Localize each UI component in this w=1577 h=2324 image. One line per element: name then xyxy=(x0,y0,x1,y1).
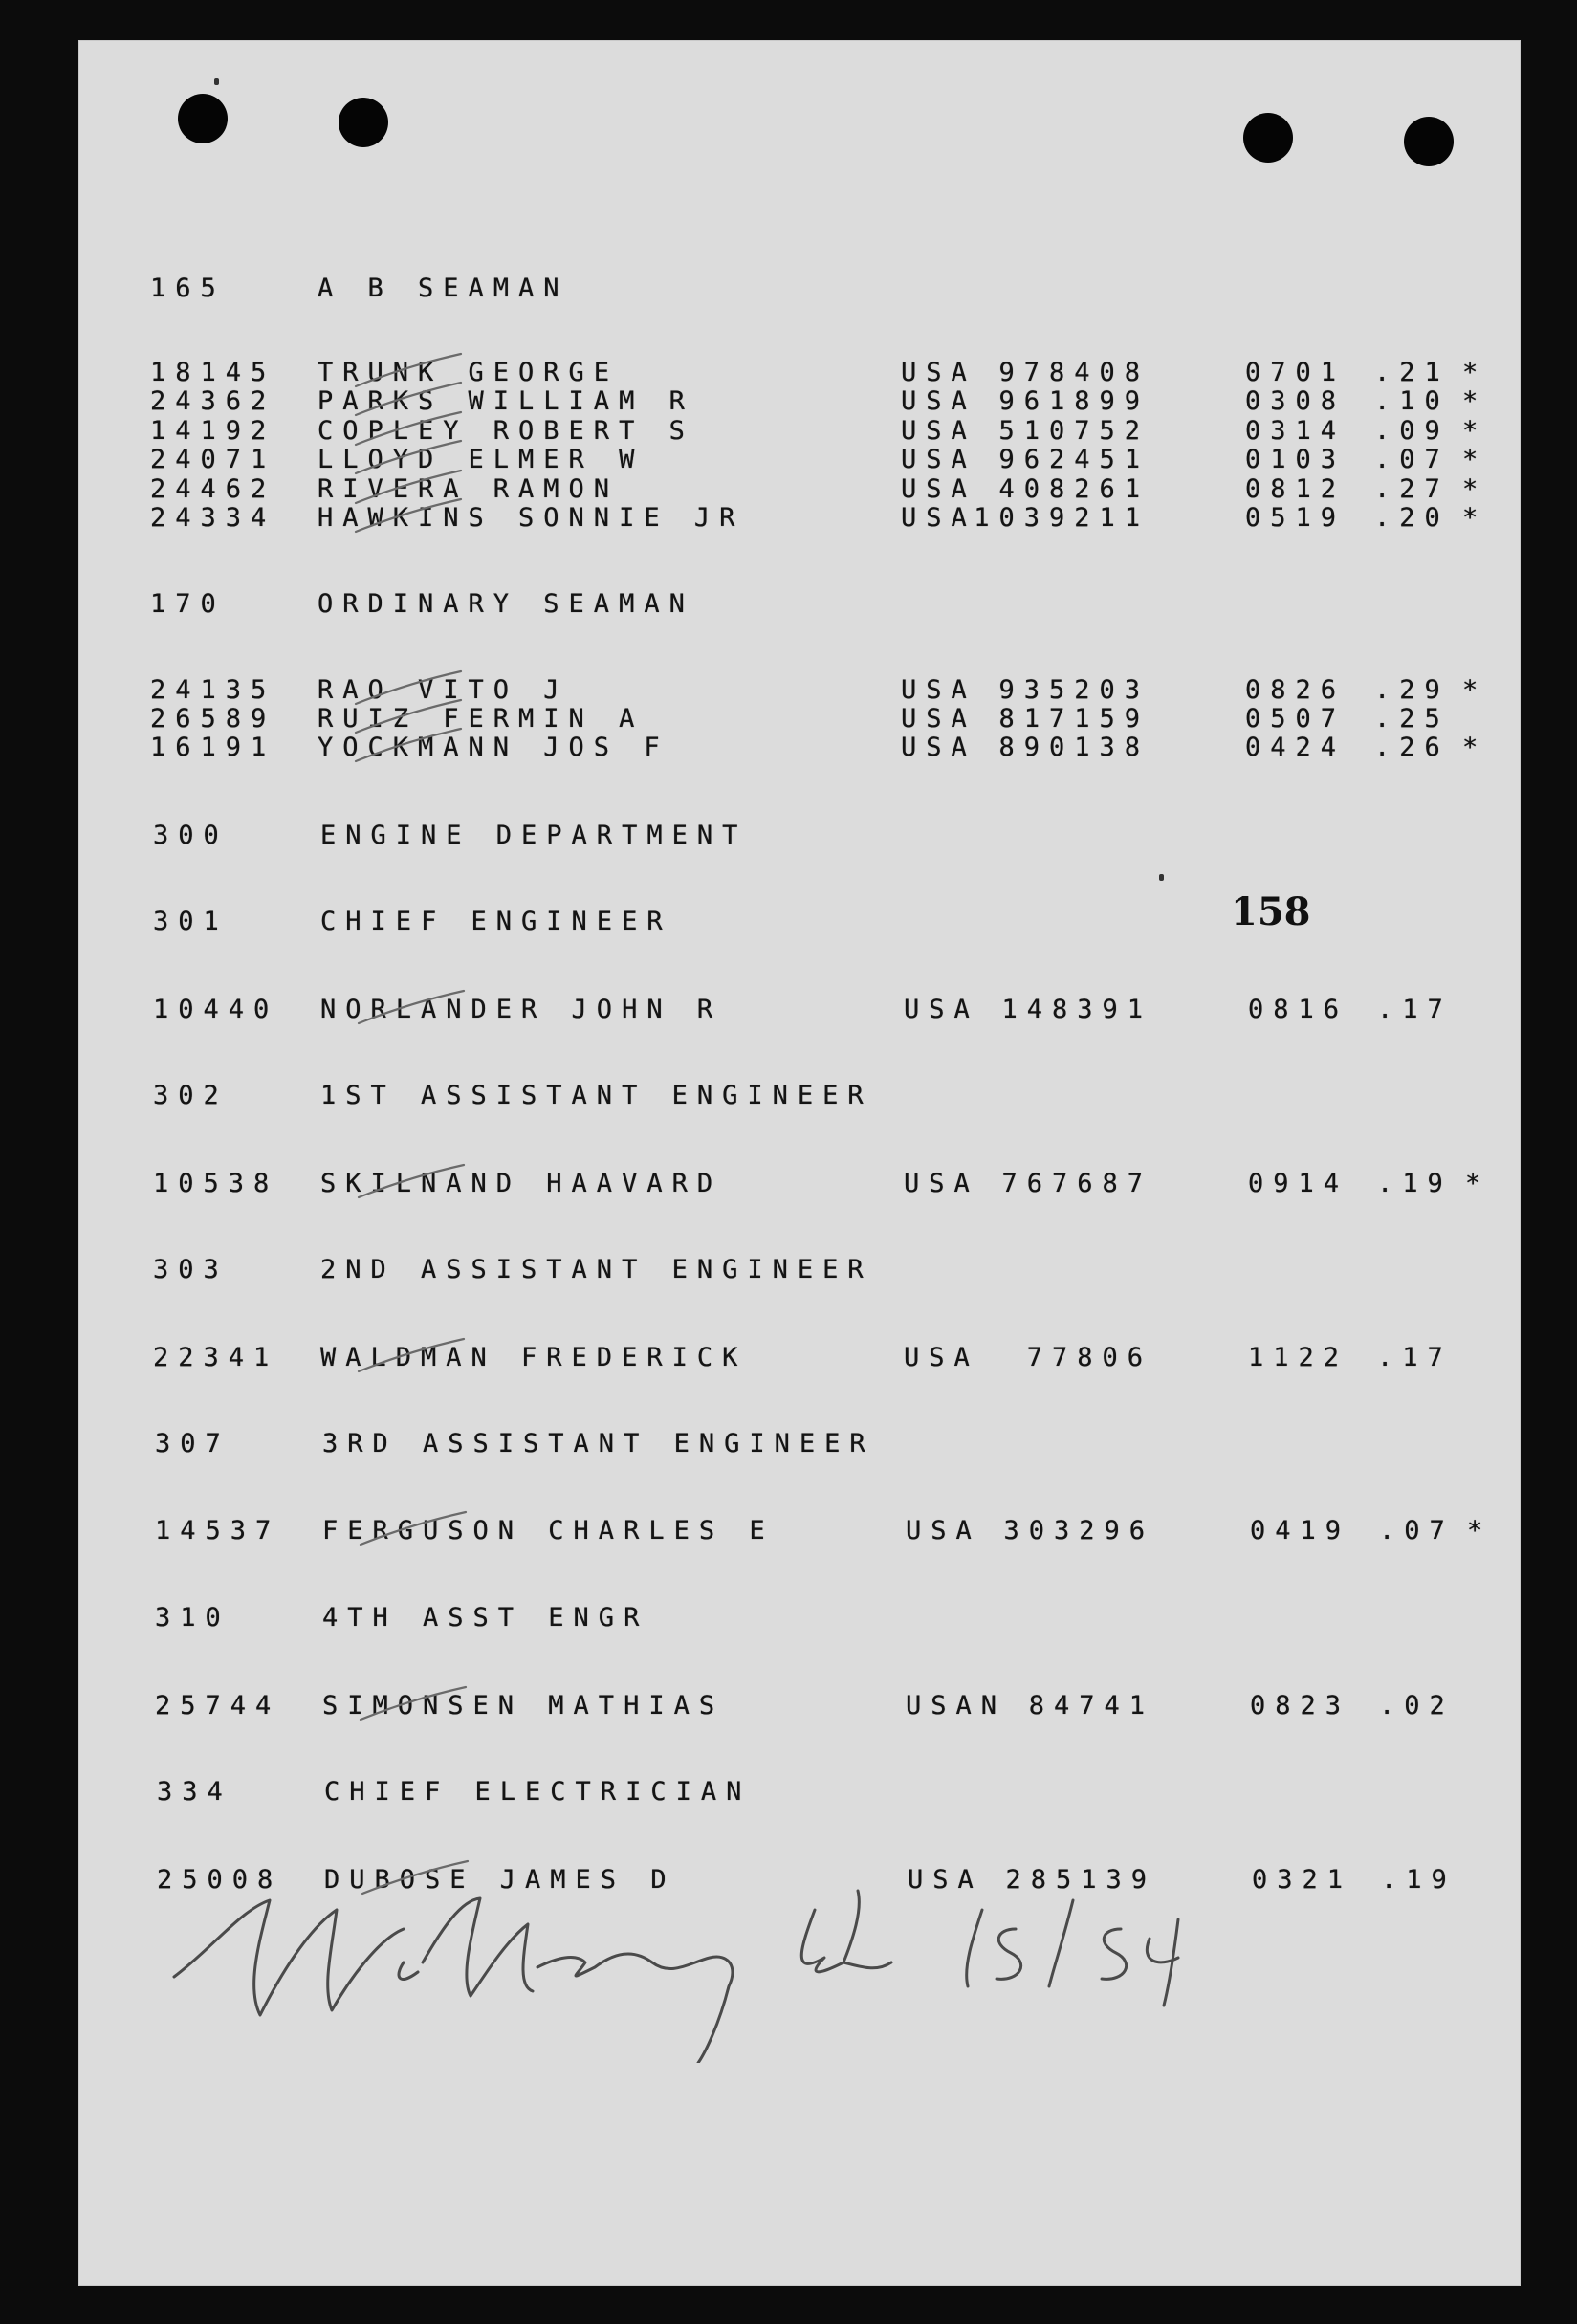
book-number: 24462 xyxy=(150,474,276,504)
crew-name: SKILNAND HAAVARD xyxy=(320,1169,723,1198)
section-title: 2ND ASSISTANT ENGINEER xyxy=(320,1255,873,1284)
crew-name: RAO VITO J xyxy=(318,675,569,705)
book-number: 18145 xyxy=(150,358,276,387)
date-code: 0424 xyxy=(1245,733,1347,762)
rate-value: .07 xyxy=(1374,445,1450,474)
crew-name: LLOYD ELMER W xyxy=(318,445,645,474)
citizenship: USA xyxy=(901,503,976,533)
rate-value: .19 xyxy=(1381,1865,1457,1895)
certificate-number: 978408 xyxy=(998,358,1150,387)
date-code: 0823 xyxy=(1250,1691,1351,1721)
rate-value: .17 xyxy=(1377,1343,1453,1372)
citizenship: USA xyxy=(901,445,976,474)
section-code: 302 xyxy=(153,1081,229,1110)
asterisk-mark: * xyxy=(1462,675,1478,705)
date-code: 0701 xyxy=(1245,358,1347,387)
citizenship: USA xyxy=(906,1516,981,1546)
date-code: 0914 xyxy=(1248,1169,1349,1198)
asterisk-mark: * xyxy=(1462,386,1478,416)
section-title: CHIEF ELECTRICIAN xyxy=(324,1777,752,1807)
certificate-number: 148391 xyxy=(1001,995,1152,1024)
rate-value: .17 xyxy=(1377,995,1453,1024)
certificate-number: 84741 xyxy=(1028,1691,1154,1721)
certificate-number: 962451 xyxy=(998,445,1150,474)
date-code: 0308 xyxy=(1245,386,1347,416)
rate-value: .29 xyxy=(1374,675,1450,705)
section-title: ENGINE DEPARTMENT xyxy=(320,821,748,850)
section-title: ORDINARY SEAMAN xyxy=(318,589,694,619)
asterisk-mark: * xyxy=(1462,733,1478,762)
asterisk-mark: * xyxy=(1462,416,1478,446)
rate-value: .02 xyxy=(1379,1691,1455,1721)
crew-name: FERGUSON CHARLES E xyxy=(322,1516,775,1546)
citizenship: USA xyxy=(904,1343,979,1372)
citizenship: USA xyxy=(901,386,976,416)
book-number: 24071 xyxy=(150,445,276,474)
certificate-number: 285139 xyxy=(1005,1865,1156,1895)
citizenship: USA xyxy=(904,995,979,1024)
date-code: 0103 xyxy=(1245,445,1347,474)
ink-speck xyxy=(214,78,219,85)
asterisk-mark: * xyxy=(1465,1169,1481,1198)
citizenship: USA xyxy=(901,358,976,387)
date-code: 0321 xyxy=(1252,1865,1353,1895)
section-title: 1ST ASSISTANT ENGINEER xyxy=(320,1081,873,1110)
crew-name: RIVERA RAMON xyxy=(318,474,620,504)
asterisk-mark: * xyxy=(1462,474,1478,504)
rate-value: .21 xyxy=(1374,358,1450,387)
crew-name: DUBOSE JAMES D xyxy=(324,1865,676,1895)
certificate-number: 77806 xyxy=(1026,1343,1152,1372)
certificate-number: 510752 xyxy=(998,416,1150,446)
section-title: A B SEAMAN xyxy=(318,274,569,303)
certificate-number: 961899 xyxy=(998,386,1150,416)
citizenship: USA xyxy=(904,1169,979,1198)
crew-name: RUIZ FERMIN A xyxy=(318,704,645,734)
book-number: 14192 xyxy=(150,416,276,446)
crew-name: YOCKMANN JOS F xyxy=(318,733,669,762)
section-code: 170 xyxy=(150,589,226,619)
punch-hole xyxy=(178,94,228,143)
certificate-number: 408261 xyxy=(998,474,1150,504)
certificate-number: 303296 xyxy=(1003,1516,1154,1546)
certificate-number: 1039211 xyxy=(974,503,1150,533)
section-code: 334 xyxy=(157,1777,232,1807)
section-code: 165 xyxy=(150,274,226,303)
crew-name: SIMONSEN MATHIAS xyxy=(322,1691,725,1721)
rate-value: .27 xyxy=(1374,474,1450,504)
section-code: 310 xyxy=(155,1603,230,1633)
section-code: 303 xyxy=(153,1255,229,1284)
crew-name: NORLANDER JOHN R xyxy=(320,995,723,1024)
crew-name: TRUNK GEORGE xyxy=(318,358,620,387)
rate-value: .25 xyxy=(1374,704,1450,734)
section-code: 300 xyxy=(153,821,229,850)
book-number: 24334 xyxy=(150,503,276,533)
rate-value: .09 xyxy=(1374,416,1450,446)
crew-name: HAWKINS SONNIE JR xyxy=(318,503,745,533)
crew-name: WALDMAN FREDERICK xyxy=(320,1343,748,1372)
crew-name: COPLEY ROBERT S xyxy=(318,416,694,446)
signature-image xyxy=(155,1872,1360,2063)
book-number: 25744 xyxy=(155,1691,281,1721)
section-code: 307 xyxy=(155,1429,230,1458)
section-code: 301 xyxy=(153,907,229,936)
citizenship: USA xyxy=(901,675,976,705)
section-title: 4TH ASST ENGR xyxy=(322,1603,649,1633)
citizenship: USA xyxy=(901,416,976,446)
book-number: 22341 xyxy=(153,1343,279,1372)
date-code: 0826 xyxy=(1245,675,1347,705)
asterisk-mark: * xyxy=(1462,503,1478,533)
book-number: 26589 xyxy=(150,704,276,734)
document-page xyxy=(78,40,1521,2286)
crew-name: PARKS WILLIAM R xyxy=(318,386,694,416)
asterisk-mark: * xyxy=(1462,358,1478,387)
rate-value: .26 xyxy=(1374,733,1450,762)
certificate-number: 935203 xyxy=(998,675,1150,705)
rate-value: .10 xyxy=(1374,386,1450,416)
citizenship: USA xyxy=(901,704,976,734)
punch-hole xyxy=(339,98,388,147)
book-number: 10538 xyxy=(153,1169,279,1198)
punch-hole xyxy=(1243,113,1293,163)
book-number: 16191 xyxy=(150,733,276,762)
date-code: 1122 xyxy=(1248,1343,1349,1372)
book-number: 24362 xyxy=(150,386,276,416)
citizenship: USA xyxy=(901,474,976,504)
citizenship: USA xyxy=(908,1865,983,1895)
date-code: 0419 xyxy=(1250,1516,1351,1546)
citizenship: USA xyxy=(901,733,976,762)
certificate-number: 767687 xyxy=(1001,1169,1152,1198)
date-code: 0507 xyxy=(1245,704,1347,734)
certificate-number: 817159 xyxy=(998,704,1150,734)
book-number: 24135 xyxy=(150,675,276,705)
certificate-number: 890138 xyxy=(998,733,1150,762)
asterisk-mark: * xyxy=(1462,445,1478,474)
book-number: 25008 xyxy=(157,1865,283,1895)
book-number: 14537 xyxy=(155,1516,281,1546)
section-title: CHIEF ENGINEER xyxy=(320,907,672,936)
book-number: 10440 xyxy=(153,995,279,1024)
rate-value: .20 xyxy=(1374,503,1450,533)
ink-speck xyxy=(1159,874,1164,881)
page-number: 158 xyxy=(1231,889,1311,934)
asterisk-mark: * xyxy=(1467,1516,1483,1546)
citizenship: USAN xyxy=(906,1691,1007,1721)
rate-value: .07 xyxy=(1379,1516,1455,1546)
rate-value: .19 xyxy=(1377,1169,1453,1198)
date-code: 0812 xyxy=(1245,474,1347,504)
section-title: 3RD ASSISTANT ENGINEER xyxy=(322,1429,875,1458)
punch-hole xyxy=(1404,117,1454,166)
date-code: 0816 xyxy=(1248,995,1349,1024)
date-code: 0314 xyxy=(1245,416,1347,446)
date-code: 0519 xyxy=(1245,503,1347,533)
